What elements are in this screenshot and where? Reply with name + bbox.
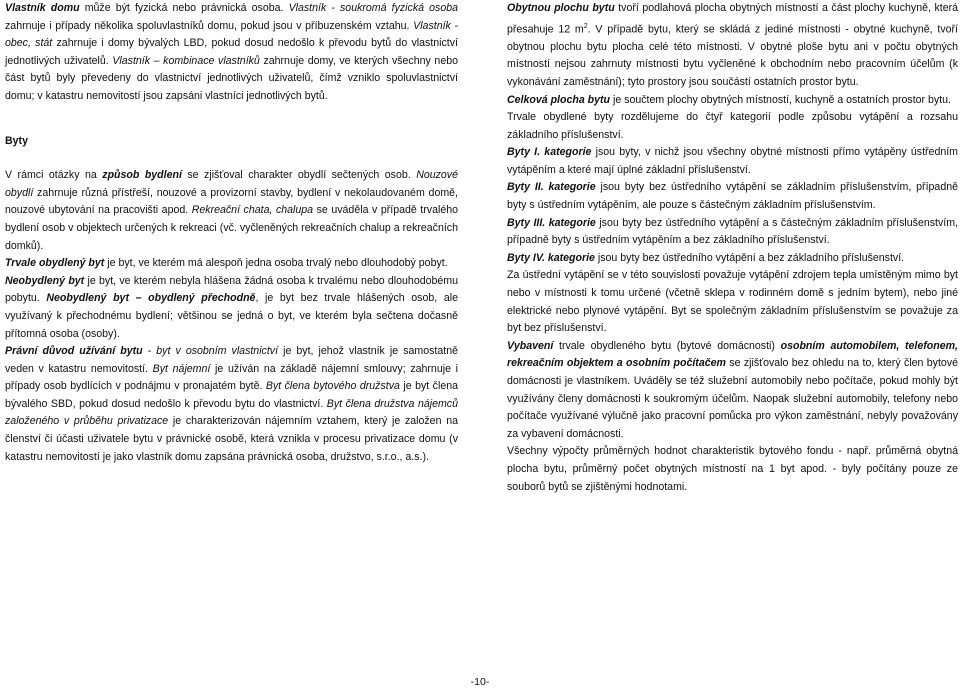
text-run: je součtem plochy obytných místností, kuchyně a ostatních prostor bytu. [610,93,951,106]
central-heating-paragraph [507,267,958,337]
text-run: Byt člena družstva nájemců založeného v průběhu privatizace [5,397,458,428]
legal-reason-paragraph [5,343,458,466]
right-column [507,0,958,496]
text-run: - [142,345,157,358]
left-column [5,0,458,466]
text-run: Obytnou plochu bytu [507,2,615,14]
categories-intro-paragraph [507,109,958,144]
averages-paragraph [507,443,958,496]
text-run: Vlastník - soukromá fyzická osoba [288,2,459,14]
text-run: je charakterizován nájemním vztahem, který je založen na členství či účasti uživatele bytu v právnické osobě, která vznikla v procesu privatizace domu (v katastru nemovitostí je jako vlastník domu zapsána právnická osoba, družstvo, s.r.o., a.s.). [5,415,458,463]
text-run: Byt nájemní [152,362,211,375]
text-run: je byt, jehož vlastník je samostatně veden v katastru nemovitostí. [5,345,458,375]
text-run: V rámci otázky na [5,169,103,182]
section-heading-byty: Byty [5,134,28,147]
category-3-paragraph [507,215,958,250]
category-2-paragraph [507,179,958,214]
text-run: Trvale obydlené byty rozdělujeme do čtyř kategorií podle způsobu vytápění a rozsahu základního příslušenství. [507,111,958,141]
text-run: Vybavení [507,339,554,352]
text-run: Vlastník - obec, stát [5,19,458,50]
text-run: , je byt bez trvale hlášených osob, ale využívaný k přechodnému bydlení; většinou se jedná o byt, ve kterém byla sečtena dočasně přítomná osoba (osoby). [5,292,458,340]
text-run: se zjišťoval charakter obydlí sečtených osob. [181,169,417,182]
text-run: Byty II. kategorie [507,181,596,194]
text-run: jsou byty bez ústředního vytápění se základním příslušenstvím, případně byty s ústředním vytápěním, ale pouze s částečným základním příslušenstvím. [507,181,958,212]
text-run: zahrnuje i případy několika spoluvlastníků domu, pokud jsou v příbuzenském vztahu. [5,19,414,32]
category-1-paragraph [507,144,958,179]
text-run: 2 [583,22,588,30]
text-run: Právní důvod užívání bytu [5,345,143,358]
text-run: zahrnuje různá přístřeší, nouzové a provizorní stavby, bydlení v nekolaudovaném domě, nouzové ubytování na pracovišti apod. [5,186,458,217]
text-run: Byty IV. kategorie [507,251,595,264]
text-run: Všechny výpočty průměrných hodnot charakteristik bytového fondu - např. průměrná obytná plocha bytu, průměrný počet obytných místností na 1 byt apod. - byly počítány pouze ze souborů bytů se zjištěnými hodnotami. [507,445,958,493]
text-run: trvale obydleného bytu (bytové domácnosti) [553,339,781,352]
text-run: Trvale obydlený byt [5,257,105,270]
text-run: Nouzové obydlí [5,169,458,199]
text-run: se uváděla v případě trvalého bydlení osob v objektech určených k rekreaci (vč. vyčleněných rekreačních chalup a rekreačních domků). [5,204,458,252]
text-run: Byty III. kategorie [507,216,596,229]
text-run: jsou byty, v nichž jsou všechny obytné místnosti přímo vytápěny ústředním vytápěním a které mají úplné základní příslušenství. [507,146,958,176]
text-run: zahrnuje i domy bývalých LBD, pokud dosud nedošlo k převodu bytů do vlastnictví jednotlivých uživatelů. [5,37,458,67]
text-run: je užíván na základě nájemní smlouvy; zahrnuje i případy osob bydlících v podnájmu v pronajatém bytě. [5,362,458,393]
text-run: může být fyzická nebo právnická osoba. [79,2,289,14]
text-run: jsou byty bez ústředního vytápění a bez základního příslušenství. [594,251,905,264]
text-run: Rekreační chata, chalupa [191,204,314,217]
owner-paragraph [5,0,458,106]
text-run: se zjišťovalo bez ohledu na to, který člen bytové domácnosti je vlastníkem. Uváděly se též služební automobily nebo počítače, pokud mohly být využívány členy domácnosti k soukromým účelům. Naopak služební automobily, telefony nebo počítače využívané výlučně jako pracovní pomůcka pro výkon zaměstnání, nebyly považovány za vybavení domácnosti. [507,357,958,440]
equipment-paragraph [507,338,958,444]
page-number: -10- [470,676,490,688]
text-run: Za ústřední vytápění se v této souvislosti považuje vytápění zdrojem tepla umístěným mimo byt nebo v místnosti k tomu určené (včetně sklepa v rodinném domě s jedním bytem), nebo jiné elektrické nebo plynové vytápění. Byt se společným základním příslušenstvím se považuje za byt bez příslušenství. [507,269,958,335]
category-4-paragraph [507,250,958,268]
living-area-paragraph [507,0,958,92]
text-run: Vlastník domu [5,2,80,14]
text-run: Celková plocha bytu [507,93,611,106]
living-method-paragraph [5,167,458,255]
text-run: Neobydlený byt [5,274,85,287]
text-run: Byty I. kategorie [507,146,592,159]
text-run: byt v osobním vlastnictví [156,345,279,358]
text-run: je byt člena bývalého SBD, pokud dosud nedošlo k převodu bytu do vlastnictví. [5,380,458,410]
text-run: je byt, ve kterém má alespoň jedna osoba trvalý nebo dlouhodobý pobyt. [104,257,448,270]
text-run: jsou byty bez ústředního vytápění a s částečným základním příslušenstvím, případně byty s ústředním vytápěním a bez základního příslušenství. [507,216,958,247]
text-run: Byt člena bytového družstva [265,380,400,393]
text-run: zahrnuje domy, ve kterých všechny nebo část bytů byly převedeny do vlastnictví jednotlivých uživatelů, čímž vzniklo spoluvlastnictví domu; v katastru nemovitostí jsou zapsáni vlastníci jednotlivých bytů. [5,54,458,102]
text-run: Vlastník – kombinace vlastníků [112,54,260,67]
text-run: Neobydlený byt – obydlený přechodně [46,292,256,305]
total-area-paragraph [507,92,958,110]
text-run: tvoří podlahová plocha obytných místností a část plochy kuchyně, která přesahuje 12 m [507,2,959,36]
text-run: . V případě bytu, který se skládá z jediné místnosti - obytné kuchyně, tvoří obytnou plochu bytu plocha celé této místnosti. V obytné ploše bytu ani v počtu obytných místností nejsou zahrnuty místnosti bytu vyčleněné k obchodním nebo pracovním účelům (k vykonávání zaměstnání); tyto prostory jsou součástí ostatních prostor bytu. [507,23,958,88]
text-run: osobním automobilem, telefonem, rekreačním objektem a osobním počítačem [507,339,958,370]
text-run: je byt, ve kterém nebyla hlášena žádná osoba k trvalému nebo dlouhodobému pobytu. [5,274,458,305]
text-run: způsob bydlení [102,169,182,182]
unoccupied-flat-paragraph [5,273,458,343]
occupied-flat-paragraph [5,255,458,273]
